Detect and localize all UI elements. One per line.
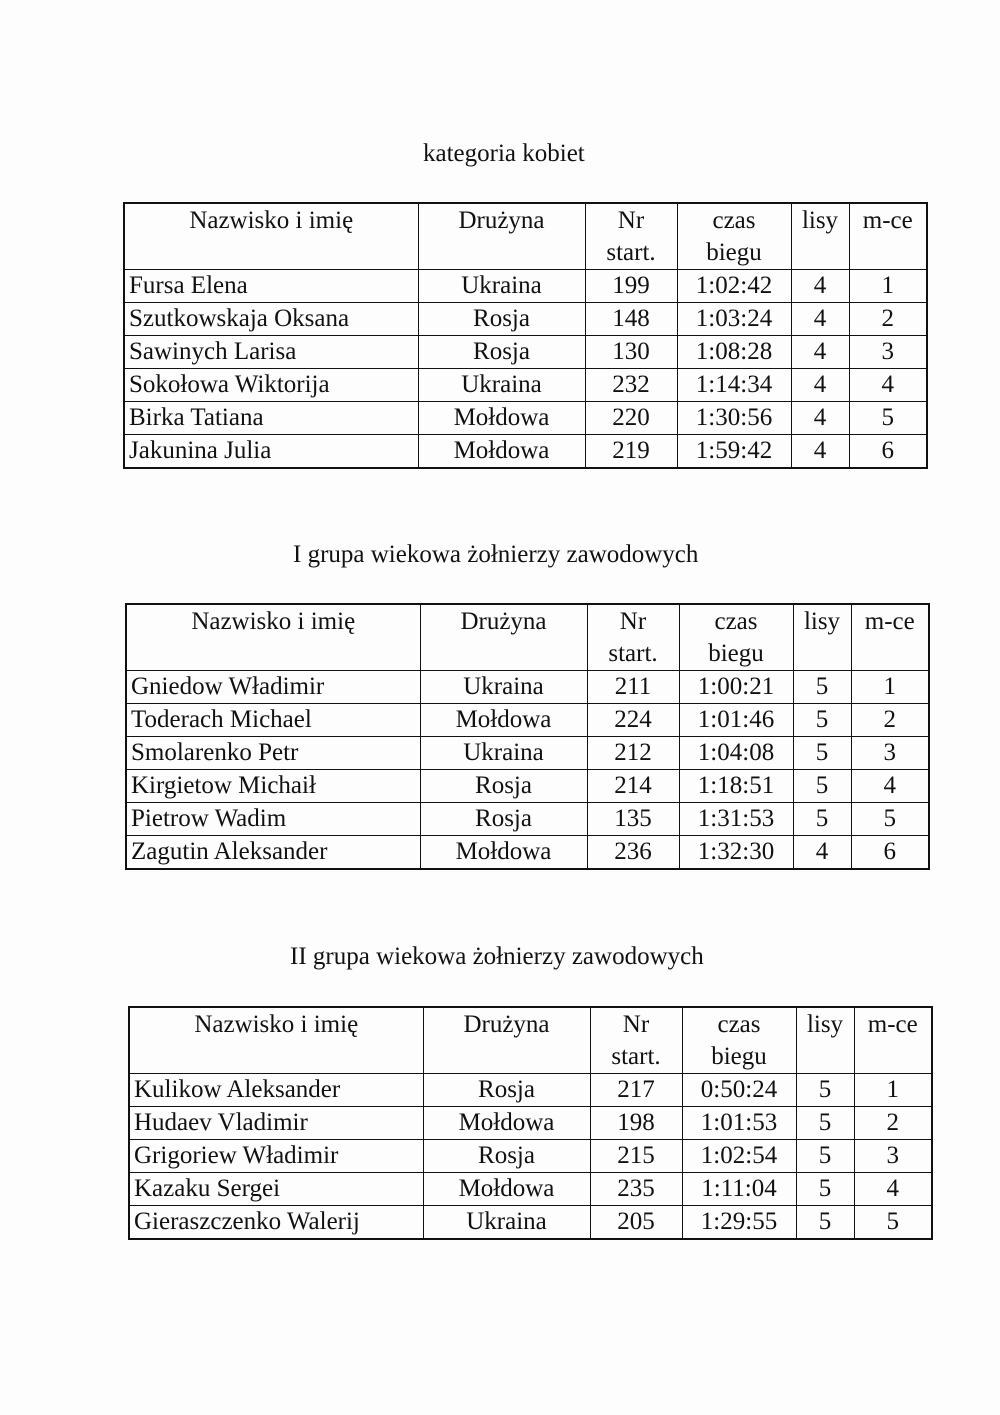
cell-place: 6 — [851, 836, 929, 870]
cell-name: Kulikow Aleksander — [129, 1074, 423, 1107]
cell-place: 4 — [854, 1173, 932, 1206]
cell-name: Jakunina Julia — [124, 435, 418, 469]
cell-foxes: 5 — [796, 1206, 854, 1240]
section-title: kategoria kobiet — [423, 140, 585, 167]
cell-team: Ukraina — [423, 1206, 590, 1240]
header-nr-line2: start. — [608, 640, 658, 667]
cell-name: Pietrow Wadim — [126, 803, 420, 836]
header-mce: m-ce — [854, 1007, 932, 1074]
cell-team: Mołdowa — [418, 402, 585, 435]
cell-run-time: 1:31:53 — [679, 803, 793, 836]
header-nr-line2: start. — [606, 239, 656, 266]
header-nr — [585, 203, 677, 270]
table-row — [129, 1206, 932, 1240]
cell-team: Mołdowa — [418, 435, 585, 469]
table-row — [124, 303, 927, 336]
cell-name: Fursa Elena — [124, 270, 418, 303]
cell-place: 3 — [849, 336, 927, 369]
table-row — [126, 671, 929, 704]
header-row — [126, 604, 929, 671]
header-team: Drużyna — [418, 203, 585, 270]
cell-run-time: 1:04:08 — [679, 737, 793, 770]
section-title: II grupa wiekowa żołnierzy zawodowych — [290, 943, 704, 970]
cell-start-number: 232 — [585, 369, 677, 402]
header-name: Nazwisko i imię — [124, 203, 418, 270]
cell-foxes: 5 — [793, 671, 851, 704]
table-row — [124, 270, 927, 303]
cell-place: 5 — [851, 803, 929, 836]
header-team: Drużyna — [420, 604, 587, 671]
cell-place: 1 — [854, 1074, 932, 1107]
header-time-line1: czas — [712, 207, 756, 234]
cell-foxes: 5 — [796, 1074, 854, 1107]
cell-foxes: 4 — [791, 270, 849, 303]
cell-name: Kazaku Sergei — [129, 1173, 423, 1206]
cell-name: Gieraszczenko Walerij — [129, 1206, 423, 1240]
cell-run-time: 1:11:04 — [682, 1173, 796, 1206]
header-mce: m-ce — [851, 604, 929, 671]
cell-run-time: 1:18:51 — [679, 770, 793, 803]
cell-team: Rosja — [418, 336, 585, 369]
cell-name: Toderach Michael — [126, 704, 420, 737]
cell-start-number: 214 — [587, 770, 679, 803]
header-row — [129, 1007, 932, 1074]
header-lisy: lisy — [793, 604, 851, 671]
cell-foxes: 4 — [793, 836, 851, 870]
cell-team: Ukraina — [418, 369, 585, 402]
cell-place: 6 — [849, 435, 927, 469]
header-time-line1: czas — [717, 1011, 761, 1038]
cell-name: Szutkowskaja Oksana — [124, 303, 418, 336]
table-row — [124, 435, 927, 469]
cell-run-time: 1:08:28 — [677, 336, 791, 369]
header-team: Drużyna — [423, 1007, 590, 1074]
header-time — [682, 1007, 796, 1074]
header-time-line1: czas — [714, 608, 758, 635]
header-lisy: lisy — [796, 1007, 854, 1074]
table-row — [126, 770, 929, 803]
cell-run-time: 1:30:56 — [677, 402, 791, 435]
cell-team: Ukraina — [418, 270, 585, 303]
header-name: Nazwisko i imię — [126, 604, 420, 671]
cell-start-number: 199 — [585, 270, 677, 303]
cell-team: Rosja — [420, 770, 587, 803]
cell-place: 2 — [849, 303, 927, 336]
header-nr-line2: start. — [611, 1043, 661, 1070]
cell-team: Rosja — [418, 303, 585, 336]
cell-place: 2 — [851, 704, 929, 737]
cell-start-number: 135 — [587, 803, 679, 836]
table-row — [126, 836, 929, 870]
table-row — [126, 704, 929, 737]
cell-foxes: 4 — [791, 402, 849, 435]
cell-name: Birka Tatiana — [124, 402, 418, 435]
header-nr-line1: Nr — [622, 1011, 650, 1038]
table-row — [129, 1173, 932, 1206]
cell-foxes: 4 — [791, 369, 849, 402]
cell-run-time: 0:50:24 — [682, 1074, 796, 1107]
header-time — [677, 203, 791, 270]
cell-foxes: 5 — [796, 1140, 854, 1173]
cell-team: Mołdowa — [420, 836, 587, 870]
cell-place: 5 — [849, 402, 927, 435]
table-row — [124, 402, 927, 435]
cell-place: 4 — [849, 369, 927, 402]
cell-run-time: 1:14:34 — [677, 369, 791, 402]
table-body — [129, 1074, 932, 1240]
cell-team: Rosja — [423, 1074, 590, 1107]
cell-team: Rosja — [420, 803, 587, 836]
header-mce: m-ce — [849, 203, 927, 270]
cell-place: 3 — [851, 737, 929, 770]
results-table — [123, 202, 928, 469]
cell-foxes: 4 — [791, 435, 849, 469]
cell-place: 1 — [851, 671, 929, 704]
header-row — [124, 203, 927, 270]
cell-run-time: 1:03:24 — [677, 303, 791, 336]
results-table — [125, 603, 930, 870]
table-row — [126, 803, 929, 836]
cell-start-number: 205 — [590, 1206, 682, 1240]
cell-foxes: 4 — [791, 303, 849, 336]
cell-name: Grigoriew Władimir — [129, 1140, 423, 1173]
header-time-line2: biegu — [706, 239, 762, 266]
cell-run-time: 1:02:42 — [677, 270, 791, 303]
results-table — [128, 1006, 933, 1240]
cell-start-number: 211 — [587, 671, 679, 704]
cell-start-number: 236 — [587, 836, 679, 870]
cell-run-time: 1:59:42 — [677, 435, 791, 469]
cell-foxes: 5 — [793, 770, 851, 803]
table-row — [129, 1140, 932, 1173]
header-nr — [590, 1007, 682, 1074]
table-body — [126, 671, 929, 870]
table-row — [129, 1074, 932, 1107]
cell-name: Kirgietow Michaił — [126, 770, 420, 803]
cell-foxes: 4 — [791, 336, 849, 369]
header-nr-line1: Nr — [619, 608, 647, 635]
cell-start-number: 212 — [587, 737, 679, 770]
cell-name: Smolarenko Petr — [126, 737, 420, 770]
cell-team: Ukraina — [420, 671, 587, 704]
cell-start-number: 148 — [585, 303, 677, 336]
cell-place: 3 — [854, 1140, 932, 1173]
cell-run-time: 1:00:21 — [679, 671, 793, 704]
cell-team: Ukraina — [420, 737, 587, 770]
table-row — [124, 336, 927, 369]
cell-team: Mołdowa — [420, 704, 587, 737]
cell-place: 2 — [854, 1107, 932, 1140]
cell-run-time: 1:01:46 — [679, 704, 793, 737]
cell-team: Rosja — [423, 1140, 590, 1173]
cell-foxes: 5 — [793, 803, 851, 836]
cell-foxes: 5 — [793, 737, 851, 770]
cell-place: 1 — [849, 270, 927, 303]
table-body — [124, 270, 927, 469]
cell-name: Gniedow Władimir — [126, 671, 420, 704]
cell-start-number: 220 — [585, 402, 677, 435]
cell-name: Sawinych Larisa — [124, 336, 418, 369]
table-row — [129, 1107, 932, 1140]
table-row — [126, 737, 929, 770]
cell-foxes: 5 — [796, 1173, 854, 1206]
cell-start-number: 130 — [585, 336, 677, 369]
table-row — [124, 369, 927, 402]
cell-start-number: 224 — [587, 704, 679, 737]
cell-start-number: 219 — [585, 435, 677, 469]
header-time-line2: biegu — [708, 640, 764, 667]
section-title: I grupa wiekowa żołnierzy zawodowych — [293, 541, 699, 568]
cell-run-time: 1:29:55 — [682, 1206, 796, 1240]
cell-run-time: 1:01:53 — [682, 1107, 796, 1140]
cell-start-number: 198 — [590, 1107, 682, 1140]
cell-place: 5 — [854, 1206, 932, 1240]
cell-place: 4 — [851, 770, 929, 803]
cell-name: Zagutin Aleksander — [126, 836, 420, 870]
cell-team: Mołdowa — [423, 1173, 590, 1206]
cell-foxes: 5 — [796, 1107, 854, 1140]
cell-start-number: 217 — [590, 1074, 682, 1107]
cell-foxes: 5 — [793, 704, 851, 737]
header-nr — [587, 604, 679, 671]
cell-team: Mołdowa — [423, 1107, 590, 1140]
cell-name: Hudaev Vladimir — [129, 1107, 423, 1140]
cell-start-number: 215 — [590, 1140, 682, 1173]
cell-start-number: 235 — [590, 1173, 682, 1206]
header-time — [679, 604, 793, 671]
header-time-line2: biegu — [711, 1043, 767, 1070]
cell-name: Sokołowa Wiktorija — [124, 369, 418, 402]
cell-run-time: 1:32:30 — [679, 836, 793, 870]
cell-run-time: 1:02:54 — [682, 1140, 796, 1173]
header-name: Nazwisko i imię — [129, 1007, 423, 1074]
header-nr-line1: Nr — [617, 207, 645, 234]
header-lisy: lisy — [791, 203, 849, 270]
